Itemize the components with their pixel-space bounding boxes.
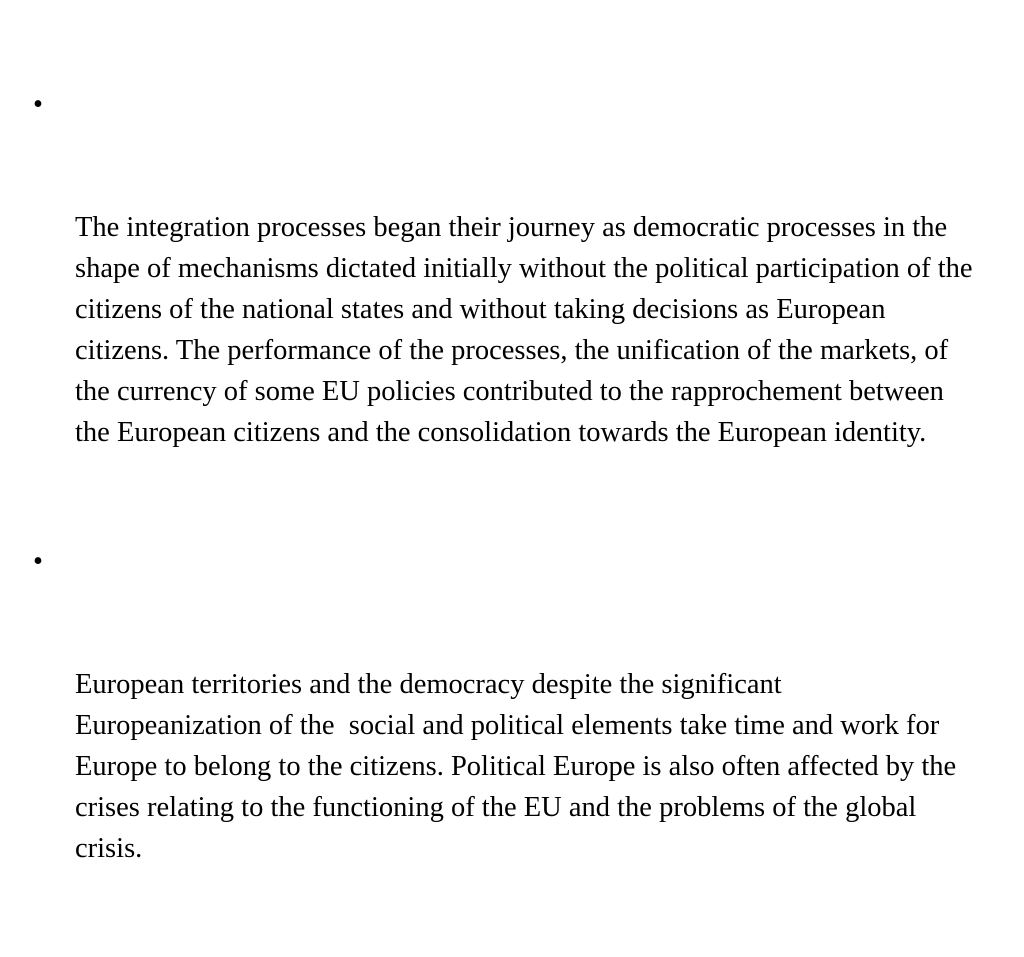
bullet-text-1: The integration processes began their journey as democratic processes in the shape of mechanisms dictated initially without the political participation of the citizens of the national states and without taking decisions as European citizens. The performance of the processes, the unification of the markets, of the currency of some EU policies contributed to the rapprochement between the European citizens and the consolidation towards the European identity.	[75, 212, 980, 448]
bullet-icon: •	[33, 89, 43, 120]
bullet-icon: •	[33, 546, 43, 577]
bullet-item-2	[33, 541, 973, 951]
bullet-item-1	[33, 84, 980, 535]
bullet-list	[33, 84, 980, 957]
bullet-text-2: European territories and the democracy despite the significant Europeanization of the social and political elements take time and work for Europe to belong to the citizens. Political Europe is also often affected by the crises relating to the functioning of the EU and the problems of the global crisis.	[75, 669, 964, 864]
